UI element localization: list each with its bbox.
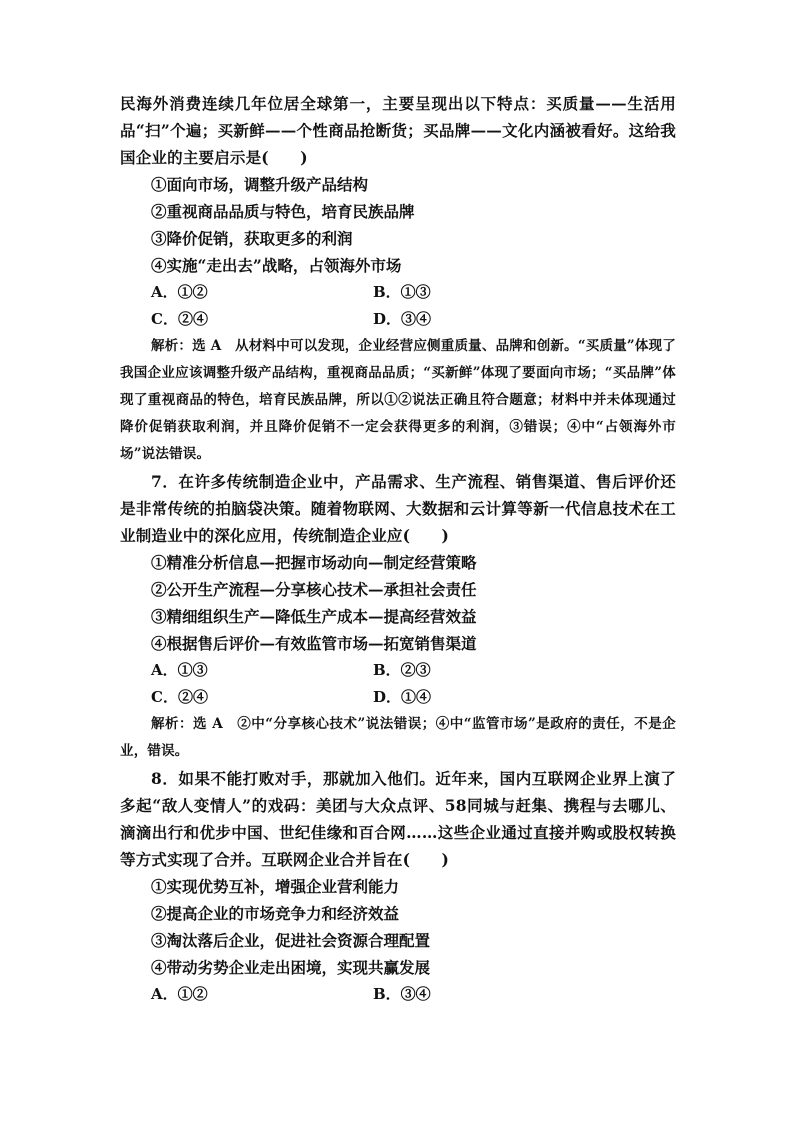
q7-choice-d: D．①④ [373, 688, 432, 706]
q7-choices-row1 [120, 657, 676, 684]
q8-choice-a: A．①② [151, 985, 208, 1003]
q8-option-1: ①实现优势互补，增强企业营利能力 [151, 877, 400, 896]
q8-stem: 8．如果不能打败对手，那就加入他们。近年来，国内互联网企业界上演了多起“敌人变情人”的戏码：美团与大众点评、58同城与赶集、携程与去哪儿、滴滴出行和优步中国、世纪佳缘和百合网……这些企业通过直接并购或股权转换等方式实现了合并。互联网企业合并旨在( ) [120, 769, 676, 869]
q7-analysis-label: 解析：选 A [151, 716, 223, 732]
q8-choice-b: B．③④ [373, 985, 431, 1003]
q6-analysis-label: 解析：选 A [151, 338, 222, 354]
q6-option-4: ④实施“走出去”战略，占领海外市场 [151, 256, 402, 275]
q6-choice-b: B．①③ [373, 283, 431, 301]
q6-analysis [120, 333, 676, 468]
q6-choice-d: D．③④ [373, 310, 432, 328]
q7-option-2: ②公开生产流程—分享核心技术—承担社会责任 [151, 580, 477, 599]
q7-analysis-text: ②中“分享核心技术”说法错误；④中“监管市场”是政府的责任，不是企业，错误。 [120, 716, 677, 759]
q7-option-1: ①精准分析信息—把握市场动向—制定经营策略 [151, 553, 477, 572]
q8-choices-row1 [120, 981, 676, 1008]
q7-choices-row2 [120, 684, 676, 711]
q6-option-2: ②重视商品品质与特色，培育民族品牌 [151, 202, 415, 221]
q6-choice-c: C．②④ [151, 310, 208, 328]
q7-option-4: ④根据售后评价—有效监管市场—拓宽销售渠道 [151, 634, 477, 653]
q7-option-3: ③精细组织生产—降低生产成本—提高经营效益 [151, 607, 477, 626]
q7-analysis [120, 711, 676, 765]
q8-option-2: ②提高企业的市场竞争力和经济效益 [151, 904, 400, 923]
q6-option-3: ③降价促销，获取更多的利润 [151, 229, 353, 248]
q8-option-4: ④带动劣势企业走出困境，实现共赢发展 [151, 958, 431, 977]
document-page [120, 90, 676, 1008]
q6-choices-row2 [120, 306, 676, 333]
q6-option-1: ①面向市场，调整升级产品结构 [151, 175, 369, 194]
q6-choices-row1 [120, 279, 676, 306]
q7-stem: 7．在许多传统制造企业中，产品需求、生产流程、销售渠道、售后评价还是非常传统的拍脑袋决策。随着物联网、大数据和云计算等新一代信息技术在工业制造业中的深化应用，传统制造企业应( ) [120, 472, 676, 545]
q7-choice-b: B．②③ [373, 661, 431, 679]
q6-analysis-text: 从材料中可以发现，企业经营应侧重质量、品牌和创新。“买质量”体现了我国企业应该调整升级产品结构，重视商品品质；“买新鲜”体现了要面向市场；“买品牌”体现了重视商品的特色，培育民族品牌，所以①②说法正确且符合题意；材料中并未体现通过降价促销获取利润，并且降价促销不一定会获得更多的利润，③错误；④中“占领海外市场”说法错误。 [120, 338, 677, 462]
q6-stem: 民海外消费连续几年位居全球第一，主要呈现出以下特点：买质量——生活用品“扫”个遍；买新鲜——个性商品抢断货；买品牌——文化内涵被看好。这给我国企业的主要启示是( ) [120, 94, 676, 167]
q6-choice-a: A．①② [151, 283, 208, 301]
q7-choice-c: C．②④ [151, 688, 208, 706]
q7-choice-a: A．①③ [151, 661, 208, 679]
q8-option-3: ③淘汰落后企业，促进社会资源合理配置 [151, 931, 431, 950]
